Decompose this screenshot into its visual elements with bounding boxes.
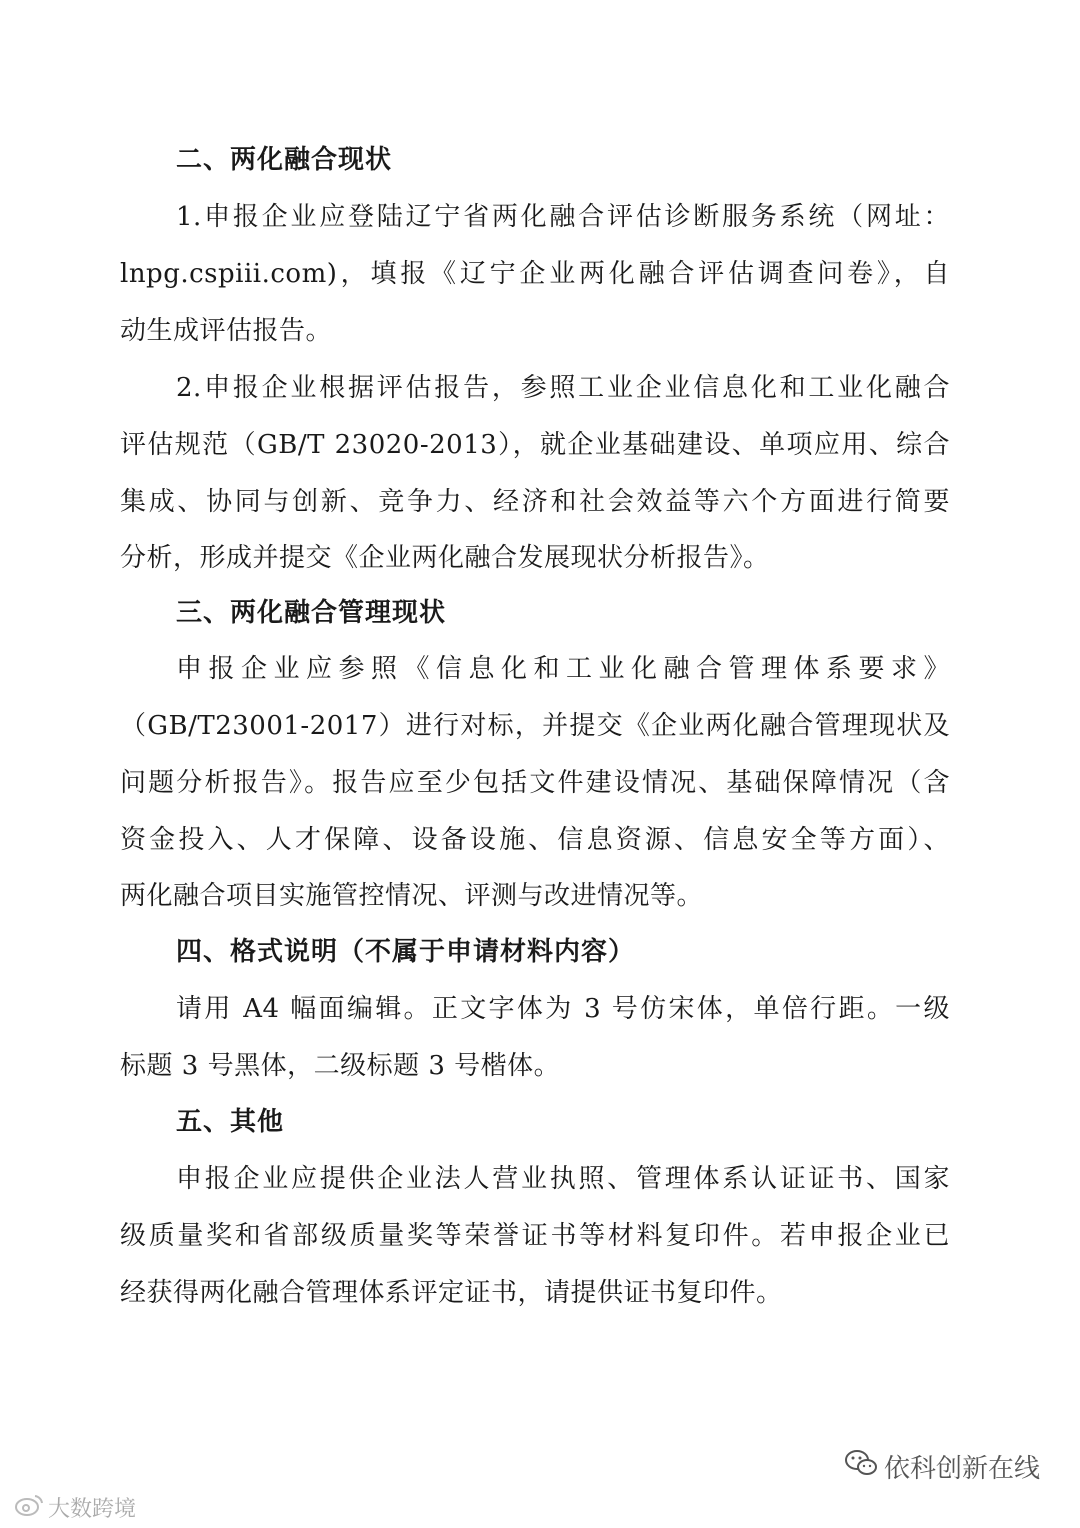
s2-p2-line-2: 评估规范（GB/T 23020-2013），就企业基础建设、单项应用、综合 [120, 430, 950, 460]
watermark-left-text: 大数跨境 [48, 1497, 137, 1522]
s2-p1-line-3: 动生成评估报告。 [120, 316, 333, 346]
s5-line-3: 经获得两化融合管理体系评定证书，请提供证书复印件。 [120, 1278, 783, 1308]
watermark-left [14, 1492, 136, 1523]
wechat-icon [844, 1448, 878, 1485]
s3-line-2: （GB/T23001-2017）进行对标，并提交《企业两化融合管理现状及 [120, 711, 950, 741]
s2-p2-line-1: 2.申报企业根据评估报告，参照工业企业信息化和工业化融合 [176, 373, 950, 403]
s2-p1-line-1: 1.申报企业应登陆辽宁省两化融合评估诊断服务系统（网址： [176, 202, 950, 232]
watermark-right [844, 1448, 1040, 1485]
s4-line-1: 请用 A4 幅面编辑。正文字体为 3 号仿宋体，单倍行距。一级 [176, 994, 950, 1024]
s3-line-3: 问题分析报告》。报告应至少包括文件建设情况、基础保障情况（含 [120, 768, 950, 798]
s2-p2-line-3: 集成、协同与创新、竞争力、经济和社会效益等六个方面进行简要 [120, 487, 950, 517]
s3-line-4: 资金投入、人才保障、设备设施、信息资源、信息安全等方面）、 [120, 825, 950, 855]
section-2-heading: 二、两化融合现状 [176, 145, 393, 175]
s2-p1-line-2: lnpg.cspiii.com)，填报《辽宁企业两化融合评估调查问卷》，自 [120, 259, 950, 289]
section-5-heading: 五、其他 [176, 1107, 285, 1137]
weibo-icon [14, 1493, 44, 1523]
s3-line-5: 两化融合项目实施管控情况、评测与改进情况等。 [120, 881, 704, 911]
section-3-heading: 三、两化融合管理现状 [176, 598, 447, 628]
s2-p2-line-4: 分析，形成并提交《企业两化融合发展现状分析报告》。 [120, 543, 770, 573]
s5-line-2: 级质量奖和省部级质量奖等荣誉证书等材料复印件。若申报企业已 [120, 1221, 950, 1251]
s3-line-1: 申报企业应参照《信息化和工业化融合管理体系要求》 [176, 654, 950, 684]
s5-line-1: 申报企业应提供企业法人营业执照、管理体系认证证书、国家 [176, 1164, 950, 1194]
section-4-heading: 四、格式说明（不属于申请材料内容） [176, 937, 636, 967]
s4-line-2: 标题 3 号黑体，二级标题 3 号楷体。 [120, 1051, 561, 1081]
watermark-right-text: 依科创新在线 [883, 1454, 1040, 1484]
